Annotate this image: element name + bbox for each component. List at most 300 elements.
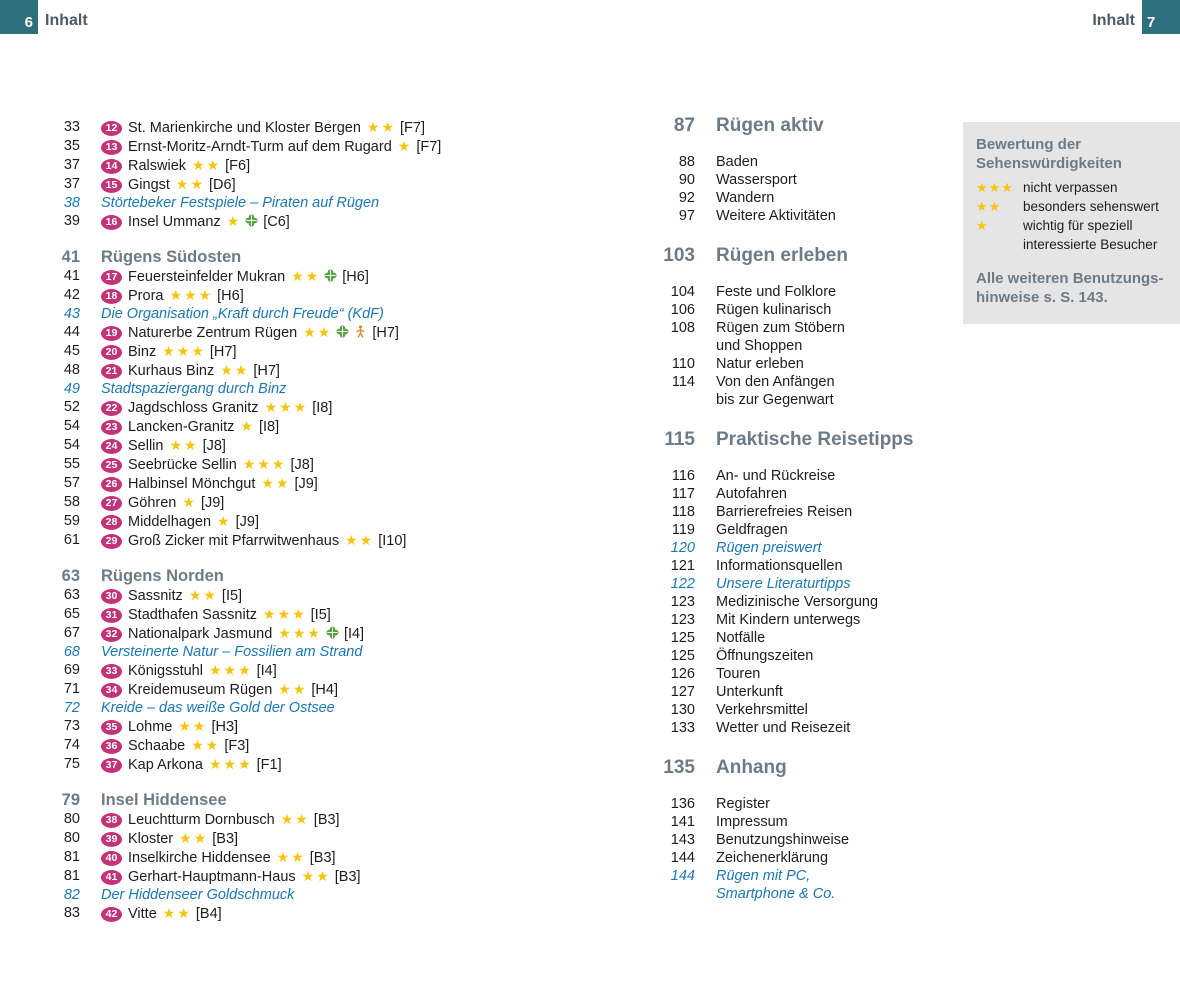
entry-page-number: 82 (63, 887, 80, 903)
chapter-page-number: 87 (673, 115, 695, 136)
entry-page-number: 37 (63, 157, 80, 173)
entry-content (101, 605, 331, 624)
entry-content (101, 118, 425, 137)
entry-page-number: 117 (671, 486, 695, 502)
toc-entry (0, 323, 605, 342)
entry-label: An- und Rückreise (716, 468, 836, 484)
toc-entry (0, 267, 605, 286)
entry-page-number: 81 (63, 849, 80, 865)
toc-chapter (615, 756, 955, 903)
toc-entry (0, 755, 605, 774)
section-header (0, 567, 605, 586)
legend-row (976, 178, 1167, 197)
section-page-number: 41 (61, 248, 80, 266)
map-grid-reference: [H7] (372, 325, 399, 341)
map-grid-reference: [F6] (225, 158, 251, 174)
entry-page-number: 73 (63, 718, 80, 734)
feature-article-title: Stadtspaziergang durch Binz (101, 381, 287, 397)
map-grid-reference: [F7] (400, 120, 426, 136)
entry-label: Göhren (128, 495, 177, 511)
feature-article-entry (615, 575, 955, 593)
map-number-badge: 16 (101, 215, 122, 230)
toc-entry (0, 661, 605, 680)
toc-entry (0, 175, 605, 194)
map-number-badge: 21 (101, 364, 122, 379)
toc-entry (615, 171, 955, 189)
map-number-badge: 39 (101, 832, 122, 847)
nature-icon (324, 269, 337, 282)
chapter-header (615, 428, 955, 452)
entry-label: Kurhaus Binz (128, 363, 215, 379)
entry-content (101, 699, 335, 717)
entry-page-number: 126 (670, 666, 695, 682)
toc-entry (0, 398, 605, 417)
entry-label-continuation: Smartphone & Co. (716, 886, 836, 902)
star-rating: ★★★ (278, 625, 322, 641)
entry-page-number: 59 (63, 513, 80, 529)
chapter-title: Rügen aktiv (716, 115, 824, 136)
map-grid-reference: [F1] (256, 757, 282, 773)
star-rating: ★★ (169, 437, 199, 453)
entry-content (101, 886, 294, 904)
toc-entry (615, 813, 955, 831)
entry-label: Notfälle (716, 630, 766, 646)
entry-content (101, 361, 280, 380)
entry-page-number: 41 (63, 268, 80, 284)
entry-label: Von den Anfängen (716, 374, 835, 390)
legend-label (1023, 178, 1118, 197)
entry-label: Insel Ummanz (128, 214, 221, 230)
entry-page-number: 104 (670, 284, 695, 300)
entry-page-number-empty (615, 885, 695, 903)
chapter-title: Praktische Reisetipps (716, 429, 914, 450)
entry-label: Sassnitz (128, 588, 183, 604)
entry-page-number: 57 (63, 475, 80, 491)
feature-article-title: Kreide – das weiße Gold der Ostsee (101, 700, 335, 716)
entry-label: Kloster (128, 831, 174, 847)
map-grid-reference: [I5] (310, 607, 331, 623)
toc-entry (0, 137, 605, 156)
map-number-badge: 35 (101, 720, 122, 735)
map-grid-reference: [I4] (256, 663, 277, 679)
entry-label: Rügen preiswert (716, 540, 822, 556)
entry-page-number: 122 (670, 576, 695, 592)
star-rating: ★★★ (976, 180, 1014, 195)
entry-label: Impressum (716, 814, 788, 830)
entry-content (101, 829, 238, 848)
map-number-badge: 15 (101, 178, 122, 193)
map-number-badge: 42 (101, 907, 122, 922)
entry-label: Stadthafen Sassnitz (128, 607, 257, 623)
toc-entry (0, 361, 605, 380)
map-number-badge: 40 (101, 851, 122, 866)
entry-page-number: 123 (670, 612, 695, 628)
map-grid-reference: [B3] (309, 850, 336, 866)
map-grid-reference: [D6] (209, 177, 236, 193)
star-rating: ★ (182, 494, 197, 510)
toc-entry (0, 118, 605, 137)
entry-page-number: 71 (63, 681, 80, 697)
entry-page-number: 97 (678, 208, 695, 224)
right-running-head (1085, 0, 1180, 34)
entry-content (101, 512, 259, 531)
toc-entry (0, 342, 605, 361)
entry-content (101, 661, 277, 680)
entry-page-number: 55 (63, 456, 80, 472)
chapter-header (615, 756, 955, 780)
entry-content (101, 474, 318, 493)
entry-page-number: 141 (670, 814, 695, 830)
entry-label: Wassersport (716, 172, 797, 188)
entry-page-number: 74 (63, 737, 80, 753)
star-rating: ★ (217, 513, 232, 529)
star-rating: ★★ (192, 157, 222, 173)
legend-title (976, 135, 1167, 173)
entry-page-number: 133 (670, 720, 695, 736)
entry-label: Gerhart-Hauptmann-Haus (128, 869, 296, 885)
entry-page-number: 136 (670, 796, 695, 812)
section-page-number: 79 (61, 791, 80, 809)
entry-page-number: 144 (670, 868, 695, 884)
entry-content (101, 436, 226, 455)
star-rating: ★★★ (162, 343, 206, 359)
map-number-badge: 30 (101, 589, 122, 604)
entry-page-number: 45 (63, 343, 80, 359)
feature-article-entry (0, 643, 605, 661)
map-grid-reference: [H6] (342, 269, 369, 285)
toc-entry-continuation (615, 391, 955, 409)
nature-icon (326, 626, 339, 639)
entry-page-number: 116 (671, 468, 695, 484)
entry-label: Leuchtturm Dornbusch (128, 812, 275, 828)
map-grid-reference: [J8] (290, 457, 314, 473)
entry-content (101, 643, 362, 661)
feature-article-entry (615, 539, 955, 557)
entry-page-number: 35 (63, 138, 80, 154)
map-grid-reference: [I8] (258, 419, 280, 435)
entry-content (101, 755, 282, 774)
map-number-badge: 26 (101, 477, 122, 492)
chapter-entries (615, 795, 955, 903)
toc-entry (0, 717, 605, 736)
entry-page-number: 39 (63, 213, 80, 229)
entry-label: Medizinische Versorgung (716, 594, 879, 610)
toc-entry (615, 355, 955, 373)
chapter-page-number: 135 (663, 757, 695, 778)
entry-page-number: 38 (63, 195, 80, 211)
entry-label: Barrierefreies Reisen (716, 504, 853, 520)
entry-content (101, 904, 222, 923)
legend-note-line: Alle weiteren Benutzungs- (976, 270, 1164, 287)
entry-page-number: 81 (63, 868, 80, 884)
entry-label: Register (716, 796, 770, 812)
toc-entry (615, 153, 955, 171)
entry-label: Prora (128, 288, 164, 304)
entry-page-number: 144 (670, 850, 695, 866)
entry-page-number: 48 (63, 362, 80, 378)
star-rating: ★ (226, 213, 242, 229)
toc-entry (615, 831, 955, 849)
toc-entry (615, 683, 955, 701)
toc-entry (0, 586, 605, 605)
toc-entry-continuation (615, 885, 955, 903)
toc-entry (615, 503, 955, 521)
map-number-badge: 25 (101, 458, 122, 473)
legend-label-line: wichtig für speziell (1023, 218, 1133, 233)
legend-note-line: hinweise s. S. 143. (976, 289, 1108, 306)
map-number-badge: 20 (101, 345, 122, 360)
legend-label-line: nicht verpassen (1023, 180, 1118, 195)
entry-label: Öffnungszeiten (716, 648, 814, 664)
toc-right-column (615, 114, 955, 903)
entry-page-number: 65 (63, 606, 80, 622)
entry-page-number: 106 (670, 302, 695, 318)
left-running-head (0, 0, 95, 34)
entry-label: Inselkirche Hiddensee (128, 850, 271, 866)
entry-content (101, 175, 236, 194)
star-rating: ★★★ (242, 456, 287, 472)
entry-content (101, 493, 224, 512)
entry-page-number: 143 (670, 832, 695, 848)
entry-label: Geldfragen (716, 522, 788, 538)
family-friendly-icon (354, 325, 367, 338)
toc-entry (0, 736, 605, 755)
entry-page-number: 118 (671, 504, 695, 520)
chapter-header (615, 244, 955, 268)
chapter-title: Rügen erleben (716, 245, 848, 266)
entry-label: Feste und Folklore (716, 284, 837, 300)
toc-entry (615, 701, 955, 719)
toc-entry (0, 493, 605, 512)
map-number-badge: 27 (101, 496, 122, 511)
star-rating: ★★★ (262, 606, 307, 622)
star-rating: ★★ (345, 532, 375, 548)
right-header-title: Inhalt (1092, 12, 1135, 29)
entry-page-number: 67 (63, 625, 80, 641)
left-page-number: 6 (24, 14, 33, 31)
entry-label: Schaabe (128, 738, 186, 754)
entry-page-number: 125 (670, 648, 695, 664)
entry-label: Naturerbe Zentrum Rügen (128, 325, 298, 341)
feature-article-title: Versteinerte Natur – Fossilien am Strand (101, 644, 363, 660)
entry-content (101, 736, 249, 755)
entry-content (101, 156, 250, 175)
entry-label: Rügen zum Stöbern (716, 320, 845, 336)
entry-content (101, 212, 290, 231)
toc-entry (615, 521, 955, 539)
entry-label: Lancken-Granitz (128, 419, 235, 435)
nature-icon (336, 325, 349, 338)
star-rating: ★★ (261, 475, 291, 491)
entry-content (101, 380, 286, 398)
map-grid-reference: [J9] (235, 514, 259, 530)
map-grid-reference: [I5] (221, 588, 243, 604)
toc-entry (0, 605, 605, 624)
star-rating: ★★★ (264, 399, 309, 415)
map-number-badge: 18 (101, 289, 122, 304)
entry-label: Wetter und Reisezeit (716, 720, 851, 736)
toc-entry (615, 207, 955, 225)
section-header (0, 791, 605, 810)
section-title: Insel Hiddensee (101, 791, 227, 809)
left-header-title: Inhalt (45, 12, 88, 29)
map-grid-reference: [B3] (313, 812, 340, 828)
entry-label: Groß Zicker mit Pfarrwitwenhaus (128, 533, 340, 549)
legend-title-line: Bewertung der (976, 136, 1082, 153)
entry-page-number: 52 (63, 399, 80, 415)
toc-entry (615, 189, 955, 207)
star-rating: ★★ (280, 811, 310, 827)
map-grid-reference: [B4] (195, 906, 222, 922)
star-rating: ★ (240, 418, 255, 434)
map-number-badge: 34 (101, 683, 122, 698)
star-rating: ★★ (976, 199, 1002, 214)
map-grid-reference: [H3] (211, 719, 239, 735)
chapter-page-number: 103 (663, 245, 695, 266)
star-rating: ★★ (179, 830, 209, 846)
toc-entry (615, 719, 955, 737)
entry-page-number: 61 (63, 532, 80, 548)
entry-page-number: 130 (670, 702, 695, 718)
legend-note (976, 269, 1167, 307)
section-title: Rügens Südosten (101, 248, 242, 266)
toc-entry (0, 417, 605, 436)
map-grid-reference: [I8] (312, 400, 333, 416)
star-rating: ★★ (276, 849, 306, 865)
star-rating: ★ (976, 218, 989, 233)
toc-entry (0, 156, 605, 175)
map-number-badge: 22 (101, 401, 122, 416)
entry-content (101, 286, 244, 305)
entry-label: Natur erleben (716, 356, 804, 372)
entry-label: Benutzungshinweise (716, 832, 850, 848)
entry-page-number: 108 (670, 320, 695, 336)
chapter-page-number: 115 (664, 429, 695, 450)
entry-page-number: 92 (678, 190, 695, 206)
feature-article-entry (615, 867, 955, 885)
entry-label: Lohme (128, 719, 173, 735)
entry-label: Baden (716, 154, 758, 170)
map-number-badge: 38 (101, 813, 122, 828)
map-grid-reference: [H4] (311, 682, 338, 698)
section-header (0, 248, 605, 267)
map-number-badge: 33 (101, 664, 122, 679)
map-number-badge: 19 (101, 326, 122, 341)
entry-content (101, 194, 379, 212)
entry-content (101, 398, 332, 417)
star-rating: ★★ (220, 362, 250, 378)
feature-article-entry (0, 699, 605, 717)
map-number-badge: 32 (101, 627, 122, 642)
entry-content (101, 323, 399, 342)
entry-page-number: 127 (670, 684, 695, 700)
map-grid-reference: [B3] (212, 831, 239, 847)
entry-page-number: 68 (63, 644, 80, 660)
section-title: Rügens Norden (101, 567, 224, 585)
chapter-title: Anhang (716, 757, 787, 778)
star-rating: ★★ (178, 718, 208, 734)
right-page-number: 7 (1147, 14, 1156, 31)
toc-entry-continuation (615, 337, 955, 355)
legend-label (1023, 216, 1157, 254)
entry-page-number: 80 (63, 811, 80, 827)
entry-label: Vitte (128, 906, 157, 922)
toc-entry (0, 680, 605, 699)
entry-page-number: 37 (63, 176, 80, 192)
entry-page-number: 72 (63, 700, 80, 716)
feature-article-entry (0, 305, 605, 323)
toc-chapter (615, 428, 955, 737)
star-rating: ★★ (162, 905, 192, 921)
entry-page-number: 33 (63, 119, 80, 135)
entry-label: Feuersteinfelder Mukran (128, 269, 286, 285)
map-grid-reference: [F3] (224, 738, 250, 754)
star-rating: ★★ (291, 268, 321, 284)
star-rating: ★★ (278, 681, 308, 697)
map-grid-reference: [B3] (334, 869, 361, 885)
chapter-entries (615, 153, 955, 225)
legend-label (1023, 197, 1159, 216)
star-rating: ★★ (188, 587, 218, 603)
entry-label: Unsere Literaturtipps (716, 576, 851, 592)
entry-content (101, 342, 236, 361)
entry-content (101, 305, 384, 323)
entry-page-number: 54 (63, 437, 80, 453)
entry-page-number: 54 (63, 418, 80, 434)
entry-content (101, 531, 406, 550)
star-rating: ★★ (191, 737, 221, 753)
entry-content (101, 848, 336, 867)
entry-label: Ralswiek (128, 158, 187, 174)
entry-label: Kreidemuseum Rügen (128, 682, 273, 698)
map-number-badge: 23 (101, 420, 122, 435)
toc-entry (0, 848, 605, 867)
entry-page-number: 120 (670, 540, 695, 556)
entry-label: St. Marienkirche und Kloster Bergen (128, 120, 361, 136)
entry-label: Informationsquellen (716, 558, 843, 574)
toc-entry (615, 795, 955, 813)
map-number-badge: 31 (101, 608, 122, 623)
map-number-badge: 37 (101, 758, 122, 773)
toc-entry (0, 286, 605, 305)
toc-entry (0, 455, 605, 474)
star-rating: ★★★ (169, 287, 214, 303)
map-number-badge: 41 (101, 870, 122, 885)
entry-label: Seebrücke Sellin (128, 457, 237, 473)
chapter-entries (615, 467, 955, 737)
toc-entry (615, 485, 955, 503)
star-rating: ★ (397, 138, 413, 154)
map-number-badge: 14 (101, 159, 122, 174)
entry-content (101, 810, 340, 829)
entry-page-number: 42 (63, 287, 80, 303)
toc-left-column (0, 118, 605, 923)
toc-entry (0, 512, 605, 531)
star-rating: ★★ (175, 176, 206, 192)
entry-content (101, 624, 364, 643)
map-grid-reference: [I10] (378, 533, 407, 549)
entry-content (101, 867, 361, 886)
star-rating: ★★ (366, 119, 397, 135)
entry-page-number: 114 (671, 374, 695, 390)
entry-page-number-empty (615, 337, 695, 355)
toc-entry (615, 629, 955, 647)
feature-article-title: Der Hiddenseer Goldschmuck (101, 887, 295, 903)
toc-entry (0, 904, 605, 923)
entry-content (101, 267, 369, 286)
rating-legend-box (963, 122, 1180, 324)
map-number-badge: 29 (101, 534, 122, 549)
